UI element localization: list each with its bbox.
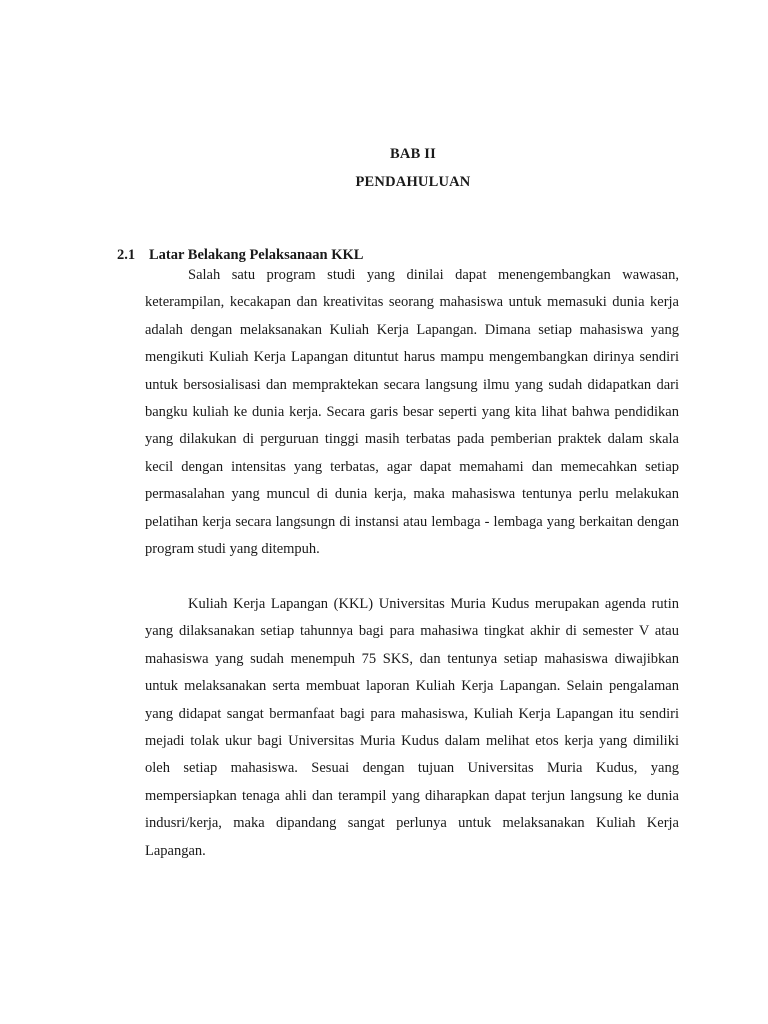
chapter-number: BAB II	[390, 146, 436, 162]
body-paragraph-1: Salah satu program studi yang dinilai dapat menengembangkan wawasan, keterampilan, kecakapan dan kreativitas seorang mahasiswa untuk memasuki dunia kerja adalah dengan melaksanakan Kuliah Kerja Lapangan. Dimana setiap mahasiswa yang mengikuti Kuliah Kerja Lapangan dituntut harus mampu mengembangkan dirinya sendiri untuk bersosialisasi dan mempraktekan secara langsung ilmu yang sudah didapatkan dari bangku kuliah ke dunia kerja. Secara garis besar seperti yang kita lihat bahwa pendidikan yang dilakukan di perguruan tinggi masih terbatas pada pemberian praktek dalam skala kecil dengan intensitas yang terbatas, agar dapat memahami dan memecahkan setiap permasalahan yang muncul di dunia kerja, maka mahasiswa tentunya perlu melakukan pelatihan kerja secara langsungn di instansi atau lembaga - lembaga yang berkaitan dengan program studi yang ditempuh.	[145, 267, 679, 558]
section-title: Latar Belakang Pelaksanaan KKL	[149, 247, 364, 263]
section-number: 2.1	[117, 247, 136, 263]
body-paragraph-2: Kuliah Kerja Lapangan (KKL) Universitas Muria Kudus merupakan agenda rutin yang dilaksanakan setiap tahunnya bagi para mahasiwa tingkat akhir di semester V atau mahasiswa yang sudah menempuh 75 SKS, dan tentunya setiap mahasiswa diwajibkan untuk melaksanakan serta membuat laporan Kuliah Kerja Lapangan. Selain pengalaman yang didapat sangat bermanfaat bagi para mahasiswa, Kuliah Kerja Lapangan itu sendiri mejadi tolak ukur bagi Universitas Muria Kudus dalam melihat etos kerja yang dimiliki oleh setiap mahasiswa. Sesuai dengan tujuan Universitas Muria Kudus, yang mempersiapkan tenaga ahli dan terampil yang diharapkan dapat terjun langsung ke dunia indusri/kerja, maka dipandang sangat perlunya untuk melaksanakan Kuliah Kerja Lapangan.	[145, 596, 679, 859]
chapter-title: PENDAHULUAN	[355, 174, 471, 190]
